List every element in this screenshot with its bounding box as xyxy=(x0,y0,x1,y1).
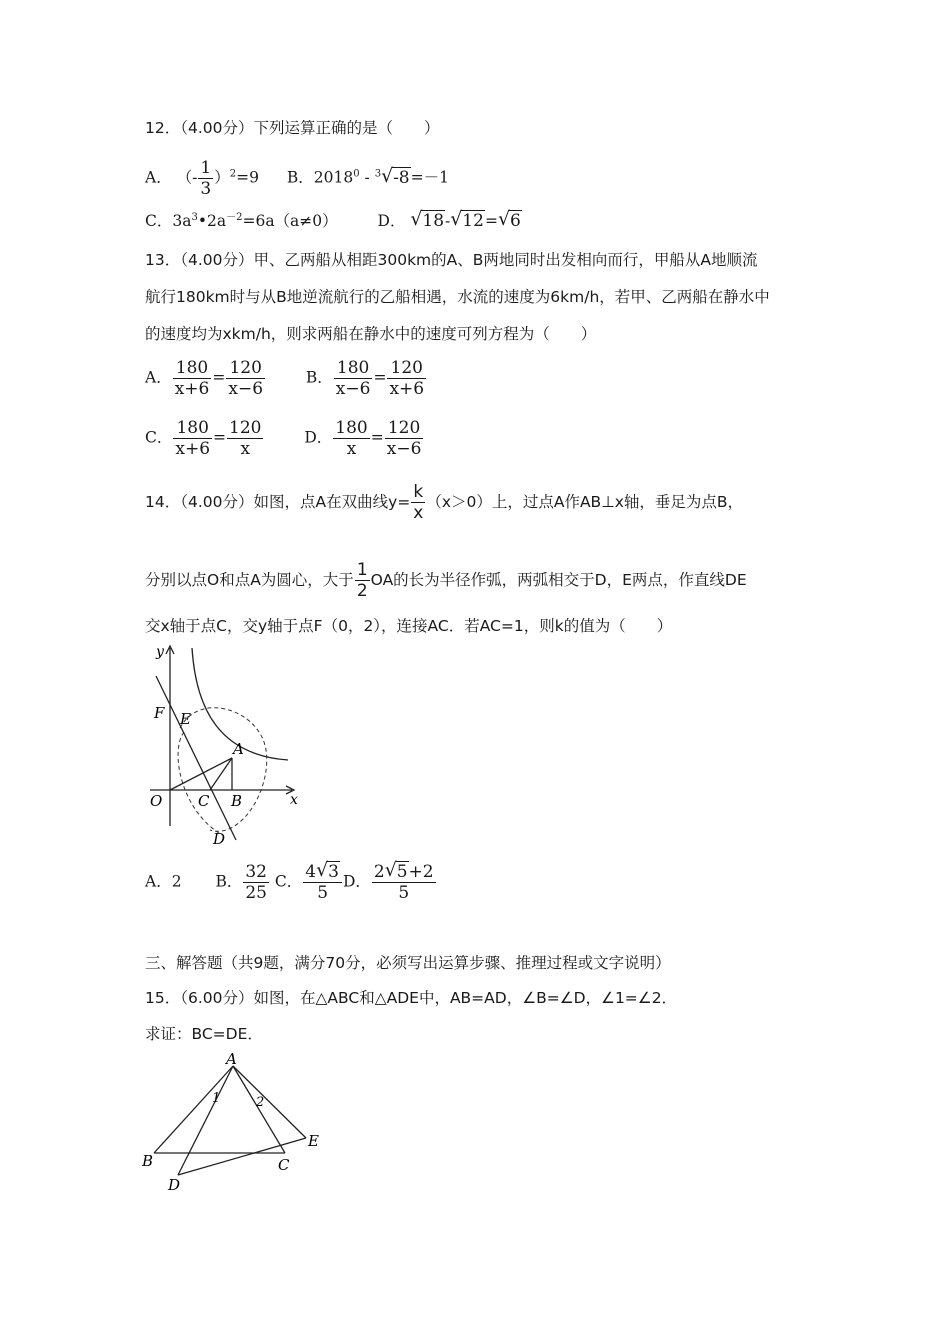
q13-b-n1: 180 xyxy=(334,358,373,379)
q12-b-radicand: -8 xyxy=(393,167,410,188)
q13-c-frac1 xyxy=(173,418,212,459)
q12-b-cuberoot xyxy=(381,168,411,188)
q14-line3: 交x轴于点C，交y轴于点F（0，2），连接AC．若AC=1，则k的值为（ ） xyxy=(145,617,673,635)
q14-line2a: 分别以点O和点A为圆心，大于 xyxy=(145,571,354,589)
label-angle2: 2 xyxy=(256,1095,265,1110)
q13-d-eq: = xyxy=(370,428,384,447)
q14-b-frac xyxy=(243,862,269,903)
q14-c-den: 5 xyxy=(317,883,329,903)
q12-b-tail: =－1 xyxy=(410,168,449,187)
q12-d-minus: - xyxy=(445,212,451,230)
q13-b-d2: x+6 xyxy=(389,379,425,399)
label-e: E xyxy=(180,710,191,728)
segment-ac xyxy=(210,758,232,790)
q14-d-frac xyxy=(372,862,436,903)
label-a: A xyxy=(226,1050,237,1068)
q13-line2: 航行180km时与从B地逆流航行的乙船相遇，水流的速度为6km/h，若甲、乙两船在静水中 xyxy=(145,288,770,306)
q14-options xyxy=(145,862,437,903)
label-y: y xyxy=(156,644,164,660)
q14-d-root xyxy=(385,862,409,882)
q14-c-frac xyxy=(303,862,342,903)
segment-oa xyxy=(170,758,232,790)
q13-c-n1: 180 xyxy=(173,418,212,439)
q12-d-root2 xyxy=(450,211,485,231)
q13-b-frac2 xyxy=(387,358,426,399)
q12-a-tail: =9 xyxy=(236,168,259,187)
label-o: O xyxy=(150,792,163,810)
q14-half-num: 1 xyxy=(356,560,368,580)
segment-ab xyxy=(154,1066,233,1153)
q12-d-eq: = xyxy=(484,212,498,230)
q13-a-n2: 120 xyxy=(226,358,265,379)
label-angle1: 1 xyxy=(212,1091,221,1106)
label-d: D xyxy=(213,830,226,848)
q14-half-den: 2 xyxy=(356,581,368,601)
q13-b-frac1 xyxy=(334,358,373,399)
label-e: E xyxy=(308,1132,319,1150)
q12-b-root-index: 3 xyxy=(374,168,382,180)
q13-line1: 13．（4.00分）甲、乙两船从相距300km的A、B两地同时出发相向而行，甲船从A地顺流 xyxy=(145,251,758,269)
q13-d-frac1 xyxy=(333,418,369,459)
q13-c-d1: x+6 xyxy=(175,439,211,459)
q12-a-right: ） xyxy=(214,168,230,187)
q14-c-label: C． xyxy=(274,872,303,891)
label-x: x xyxy=(290,792,298,808)
q12-option-a xyxy=(145,158,449,199)
q14-b-den: 25 xyxy=(245,883,267,903)
q12-d-root1 xyxy=(410,211,445,231)
q12-c-exp1: 3 xyxy=(191,212,198,223)
q12-a-label: A． xyxy=(145,168,172,187)
segment-ad xyxy=(178,1066,233,1175)
q12-a-den: 3 xyxy=(200,179,212,199)
q14-line1b: （x＞0）上，过点A作AB⊥x轴，垂足为点B， xyxy=(426,493,743,511)
q13-c-d2: x xyxy=(240,439,251,459)
q13-a-d2: x−6 xyxy=(228,379,264,399)
q13-a-label: A． xyxy=(145,368,172,387)
label-d: D xyxy=(168,1176,181,1194)
q15-prove: 求证：BC=DE． xyxy=(145,1025,263,1043)
section3-heading: 三、解答题（共9题，满分70分，必须写出运算步骤、推理过程或文字说明） xyxy=(145,954,671,972)
q13-line3: 的速度均为xkm/h，则求两船在静水中的速度可列方程为（ ） xyxy=(145,325,597,343)
q14-c-coef: 4 xyxy=(305,862,317,882)
q14-d-add: +2 xyxy=(408,862,434,882)
q13-c-eq: = xyxy=(213,428,227,447)
q14-k: k xyxy=(411,482,425,503)
q15-stem: 15．（6.00分）如图，在△ABC和△ADE中，AB=AD，∠B=∠D，∠1=∠2． xyxy=(145,989,678,1007)
q15-figure xyxy=(140,1050,340,1195)
q14-line1 xyxy=(145,482,743,523)
q14-d-label: D． xyxy=(342,872,371,891)
q12-b-label: B．2018 xyxy=(286,168,354,187)
q13-b-d1: x−6 xyxy=(335,379,371,399)
q12-c-text1: C．3a xyxy=(145,212,192,230)
q13-d-frac2 xyxy=(385,418,424,459)
label-c: C xyxy=(198,792,210,810)
q14-c-root xyxy=(316,862,340,882)
q13-b-label: B． xyxy=(305,368,333,387)
q12-d-r3: 6 xyxy=(509,211,521,231)
q14-b-num: 32 xyxy=(245,862,267,882)
q12-b-exp: 0 xyxy=(353,168,360,180)
q14-figure xyxy=(140,640,310,850)
q13-c-label: C． xyxy=(145,428,173,447)
q12-b-mid: - xyxy=(364,168,370,187)
q12-a-fraction xyxy=(198,158,213,199)
q12-d-root3 xyxy=(498,211,522,231)
q14-half xyxy=(355,560,370,601)
q13-d-d1: x xyxy=(346,439,357,459)
q14-x: x xyxy=(413,503,424,523)
q12-c-text3: =6a（a≠0） xyxy=(242,212,338,230)
q13-options-ab xyxy=(145,358,427,399)
q12-d-r1: 18 xyxy=(422,211,445,231)
q14-line1a: 14．（4.00分）如图，点A在双曲线y= xyxy=(145,493,411,511)
q14-d-coef: 2 xyxy=(373,862,385,882)
q13-c-frac2 xyxy=(227,418,263,459)
q12-d-label: D． xyxy=(377,212,406,230)
label-b: B xyxy=(142,1152,154,1170)
q13-d-d2: x−6 xyxy=(386,439,422,459)
q13-a-d1: x+6 xyxy=(174,379,210,399)
q14-d-rad: 5 xyxy=(396,862,408,882)
q13-c-n2: 120 xyxy=(229,418,262,438)
q14-c-rad: 3 xyxy=(328,862,339,882)
label-c: C xyxy=(278,1156,290,1174)
q13-b-eq: = xyxy=(373,368,387,387)
q14-line2 xyxy=(145,560,747,601)
q13-d-n2: 120 xyxy=(385,418,424,439)
q14-line2b: OA的长为半径作弧，两弧相交于D，E两点，作直线DE xyxy=(370,571,747,589)
q12-stem: 12．（4.00分）下列运算正确的是（ ） xyxy=(145,119,440,137)
q13-d-label: D． xyxy=(304,428,333,447)
q12-c-exp2: －2 xyxy=(226,212,243,223)
label-a: A xyxy=(233,740,244,758)
q14-d-den: 5 xyxy=(398,883,410,903)
q14-b-label: B． xyxy=(215,872,243,891)
q12-a-exp: 2 xyxy=(229,168,237,180)
q14-k-over-x xyxy=(411,482,425,523)
label-b: B xyxy=(231,792,243,810)
q13-a-frac1 xyxy=(173,358,212,399)
q13-d-n1: 180 xyxy=(335,418,368,438)
line-de xyxy=(156,676,236,840)
q14-a-opt: A．2 xyxy=(145,872,182,891)
q13-a-n1: 180 xyxy=(173,358,212,379)
q12-option-cd xyxy=(145,211,522,231)
q13-a-frac2 xyxy=(226,358,265,399)
q12-c-text2: •2a xyxy=(197,212,227,230)
q13-options-cd xyxy=(145,418,424,459)
q13-a-eq: = xyxy=(212,368,226,387)
label-f: F xyxy=(154,704,165,722)
arc-centered-a xyxy=(178,732,222,835)
q12-a-num: 1 xyxy=(200,158,212,178)
q12-d-r2: 12 xyxy=(462,211,484,231)
q13-b-n2: 120 xyxy=(387,358,426,379)
q12-a-left: （- xyxy=(176,168,198,187)
